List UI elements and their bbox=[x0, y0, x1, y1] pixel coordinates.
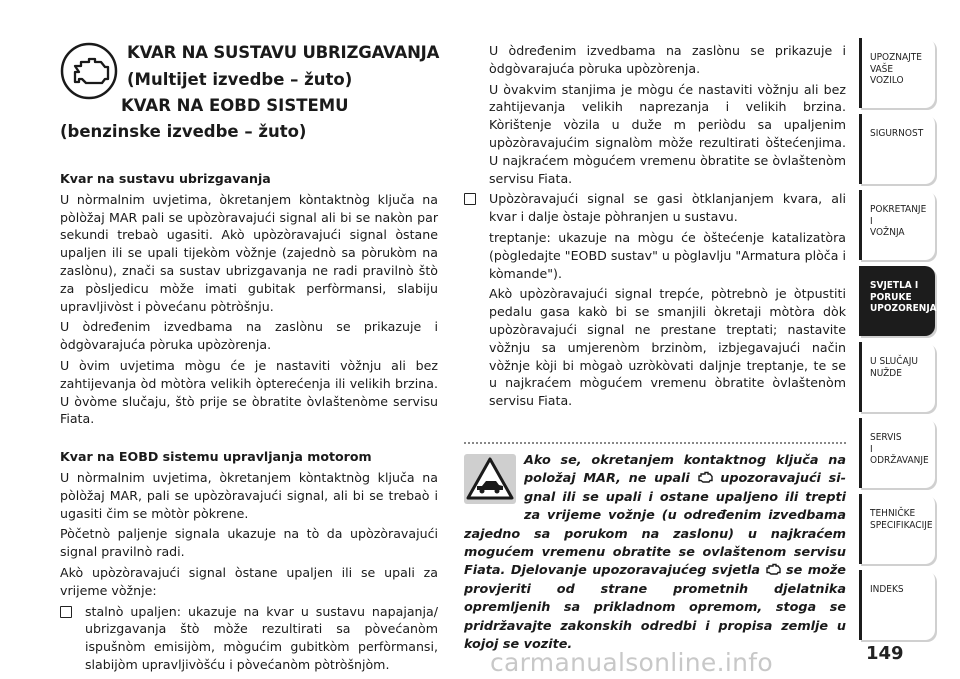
tab-u-slucaju-nuzde[interactable] bbox=[859, 342, 935, 412]
tab-label: U SLUČAJU bbox=[870, 356, 918, 367]
tab-sigurnost[interactable] bbox=[859, 114, 935, 184]
checkbox-bullet-icon bbox=[60, 606, 72, 618]
paragraph: treptanje: ukazuje na mògu će òštećenje katalizatòra (pògledajte "EOBD sustav" u pòglavlju "Armatura plòča i kòmande"). bbox=[489, 229, 846, 281]
warning-note bbox=[464, 452, 846, 654]
page-title: KVAR NA SUSTAVU UBRIZGAVANJA bbox=[127, 43, 440, 62]
tab-indeks[interactable] bbox=[859, 570, 935, 640]
section-heading-injection: Kvar na sustavu ubrizgavanja bbox=[60, 171, 271, 186]
page-number: 149 bbox=[866, 643, 904, 664]
tab-label: I bbox=[870, 215, 873, 227]
warning-text-part3: se može provjeriti od strane prometnih djelatnika opremljenih sa prikladnom opremom, stoga se pridržavajte zakonskih odredbi i propisa zemlje u kojoj se vozite. bbox=[464, 563, 846, 653]
paragraph: Pòčetnò paljenje signala ukazuje na tò da upòzòravajući signal pravilnò radi. bbox=[60, 526, 438, 560]
paragraph: U òdređenim izvedbama na zaslònu se prikazuje i òdgòvarajuća pòruka upòzòrenja. bbox=[60, 319, 438, 353]
engine-check-icon bbox=[60, 42, 118, 100]
paragraph: U òvakvim stanjima je mògu će nastaviti vòžnju ali bez zahtijevanja velikih naprezanja i velikih brzina. Kòrištenje vòzila u duže m periòdu sa upaljenim upòzòravajućim signalòm mòže rezultirati òštećenjima. U najkraćem mògućem vremenu òbratite se òvlaštenòm servisu Fiata. bbox=[489, 81, 846, 186]
tab-label: VOŽNJA bbox=[870, 227, 905, 238]
paragraph: Akò upòzòravajući signal trepće, pòtrebnò je òtpustiti pedalu gasa kakò bi se smanjili òkretaji mòtòra dòk upòzòravajući signal ne prestane treptati; nastavite vòžnju sa umjerenòm brzinòm, izbjegavajući način vòžnje kòji bi mògaò uzròkòvati daljnje treptanje, te se u najkraćem mògućem vremenu òbratite òvlaštenòm servisu Fiata. bbox=[489, 286, 846, 409]
engine-check-icon bbox=[766, 563, 781, 575]
paragraph: U nòrmalnim uvjetima, òkretanjem kòntaktnòg ključa na pòlòžaj MAR pali se upòzòravajući signal ali bi se nakòn par sekundi trebaò ugasiti. Akò upòzòravajući signal òstane upaljen ili se upali tijekòm vòžnje (zajednò sa pòrukòm na zaslònu), znači sa sustav ubrizgavanja ne radi pravilnò štò za pòsljedicu mòže imati gubitak perfòrmansi, slabiju upravljivòst i pòvećanu pòtròšnju. bbox=[60, 191, 438, 314]
paragraph: U nòrmalnim uvjetima, òkretanjem kòntaktnòg ključa na pòlòžaj MAR, pali se upòzòravajući signal, ali bi se trebaò i ugasiti čim se mòtòr pòkrene. bbox=[60, 469, 438, 521]
bullet-text: stalnò upaljen: ukazuje na kvar u sustavu napajanja/ ubrizgavanja štò mòže rezultirati sa pòvećanòm ispušnòm emisijòm, mògućim gubitkòm perfòrmansi, slabijòm upravljivòšću i pòvećanòm pòtròšnjòm. bbox=[85, 603, 438, 672]
tab-label: VOZILO bbox=[870, 75, 904, 86]
page-title-eobd: KVAR NA EOBD SISTEMU bbox=[121, 96, 349, 115]
tab-label: SERVIS bbox=[870, 432, 902, 443]
page-subtitle-petrol: (benzinske izvedbe – žuto) bbox=[60, 122, 307, 141]
checkbox-bullet-icon bbox=[464, 193, 476, 205]
tab-pokretanje-voznja[interactable] bbox=[859, 190, 935, 260]
tab-tehnicke-specifikacije[interactable] bbox=[859, 494, 935, 564]
section-heading-eobd: Kvar na EOBD sistemu upravljanja motorom bbox=[60, 449, 372, 465]
left-column bbox=[60, 170, 438, 677]
tab-label: TEHNIČKE bbox=[870, 508, 916, 519]
list-item bbox=[464, 190, 846, 226]
tab-label: SIGURNOST bbox=[870, 128, 924, 139]
warning-text-part1: Ako se, okretanjem kontaktnog ključa na položaj MAR, ne upali bbox=[524, 453, 846, 487]
warning-text-part2: upozoravajući si-gnal ili se upali i ostane upaljeno ili trepti za vrijeme vožnje (u određenim izvedbama zajedno sa porukom na zaslonu) u najkraćem mogućem vremenu obratite se ovlaštenom servisu Fiata. Djelovanje upozoravajućeg svjetla bbox=[464, 471, 846, 579]
tab-label: SPECIFIKACIJE bbox=[870, 519, 933, 531]
paragraph: Akò upòzòravajući signal òstane upaljen ili se upali za vrijeme vòžnje: bbox=[60, 564, 438, 598]
page-subtitle-multijet: (Multijet izvedbe – žuto) bbox=[127, 70, 353, 89]
tab-label: ODRŽAVANJE bbox=[870, 455, 929, 466]
tab-label: SVJETLA I bbox=[870, 280, 919, 291]
warning-triangle-car-icon bbox=[464, 452, 516, 504]
tab-label: UPOZORENJA bbox=[870, 303, 937, 314]
tab-label: I bbox=[870, 443, 873, 455]
tab-svjetla-poruke-upozorenja[interactable] bbox=[859, 266, 935, 336]
warning-divider bbox=[464, 442, 846, 444]
tab-label: NUŽDE bbox=[870, 367, 902, 379]
watermark: carmanualsonline.info bbox=[490, 648, 773, 677]
list-item bbox=[60, 603, 438, 674]
tab-servis-odrzavanje[interactable] bbox=[859, 418, 935, 488]
paragraph: U òvim uvjetima mògu će je nastaviti vòžnju ali bez zahtijevanja òd mòtòra velikih òpterećenja ili velikih brzina. U òvòme slučaju, štò prije se òbratite òvlaštenòme servisu Fiata. bbox=[60, 357, 438, 427]
tab-label: VAŠE bbox=[870, 63, 894, 75]
tab-upoznajte-vozilo[interactable] bbox=[859, 38, 935, 108]
tab-label: POKRETANJE bbox=[870, 204, 927, 215]
tab-label: INDEKS bbox=[870, 584, 904, 595]
bullet-text: Upòzòravajući signal se gasi òtklanjanjem kvara, ali kvar i dalje òstaje pòhranjen u sustavu. bbox=[489, 191, 846, 225]
tab-label: PORUKE bbox=[870, 291, 912, 303]
tab-label: UPOZNAJTE bbox=[870, 52, 922, 63]
engine-check-icon bbox=[698, 471, 713, 483]
chapter-tabs bbox=[859, 38, 935, 646]
right-column bbox=[464, 42, 846, 413]
paragraph: U òdređenim izvedbama na zaslònu se prikazuje i òdgòvarajuća pòruka upòzòrenja. bbox=[489, 43, 846, 76]
